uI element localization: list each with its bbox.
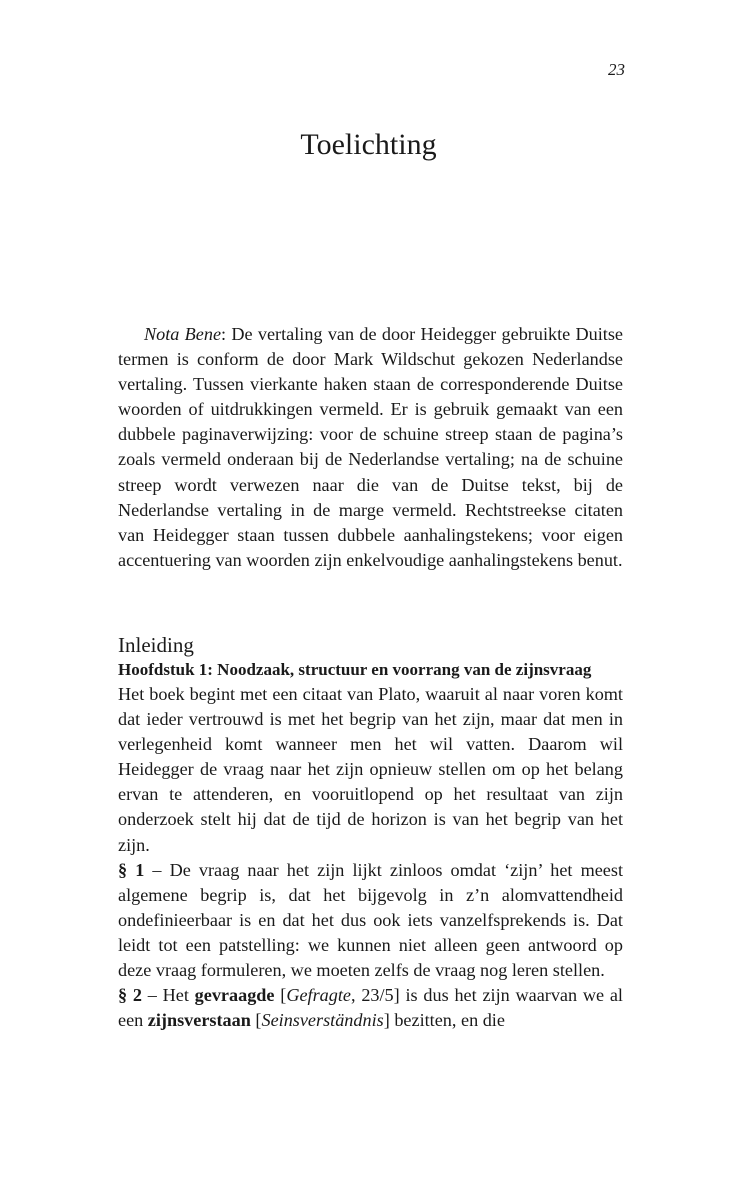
section-1-paragraph xyxy=(118,858,623,983)
chapter-title: Toelichting xyxy=(300,128,437,161)
section-2-text-4: [ xyxy=(250,1010,262,1031)
section-2-text-3: , 23/5] is dus het zijn waarvan we al een xyxy=(118,985,623,1031)
section-2-text-2: [ xyxy=(274,985,287,1006)
german-gefragte: Gefragte xyxy=(286,985,351,1006)
intro-block xyxy=(118,632,623,1033)
section-2-marker: § 2 xyxy=(118,985,142,1006)
term-gevraagde: gevraagde xyxy=(194,985,275,1006)
nota-bene-paragraph xyxy=(118,322,623,573)
section-1-marker: § 1 xyxy=(118,859,145,880)
section-2-paragraph xyxy=(118,983,623,1033)
page-number: 23 xyxy=(608,60,625,79)
nota-bene-label: Nota Bene xyxy=(144,324,222,344)
term-zijnsverstaan: zijnsverstaan xyxy=(147,1010,251,1031)
section-2-text-5: ] bezitten, en die xyxy=(383,1010,505,1031)
section-2-text-1: – Het xyxy=(141,985,195,1006)
intro-paragraph: Het boek begint met een citaat van Plato, waaruit al naar voren komt dat ieder vertrouwd is met het begrip van het zijn, maar dat men in verlegenheid komt wanneer men het wil vatten. Daarom wil Heidegger de vraag naar het zijn opnieuw stellen om op het belang ervan te attenderen, en vooruitlopend op het resultaat van zijn onderzoek stelt hij dat de tijd de horizon is van het begrip van het zijn. xyxy=(118,684,623,855)
chapter-heading: Hoofdstuk 1: Noodzaak, structuur en voorrang van de zijnsvraag xyxy=(118,660,592,679)
german-seinsverstaendnis: Seinsverständnis xyxy=(261,1010,384,1031)
nota-bene-text: : De vertaling van de door Heidegger gebruikte Duitse termen is conform de door Mark Wildschut gekozen Nederlandse vertaling. Tussen vierkante haken staan de corresponderende Duitse woorden of uitdrukkingen vermeld. Er is gebruik gemaakt van een dubbele paginaverwijzing: voor de schuine streep staan de pagina’s zoals vermeld onderaan bij de Nederlandse vertaling; na de schuine streep wordt verwezen naar die van de Duitse tekst, bij de Nederlandse vertaling in de marge vermeld. Rechtstreekse citaten van Heidegger staan tussen dubbele aanhalingstekens; voor eigen accentuering van woorden zijn enkelvoudige aanhalingstekens benut. xyxy=(118,324,623,570)
section-heading: Inleiding xyxy=(118,633,194,657)
section-1-text: – De vraag naar het zijn lijkt zinloos omdat ‘zijn’ het meest algemene begrip is, dat het bijgevolg in z’n alomvattendheid ondefinieerbaar is en dat het dus ook iets vanzelfsprekends is. Dat leidt tot een patstelling: we kunnen niet alleen geen antwoord op deze vraag formuleren, we moeten zelfs de vraag nog leren stellen. xyxy=(118,859,623,981)
